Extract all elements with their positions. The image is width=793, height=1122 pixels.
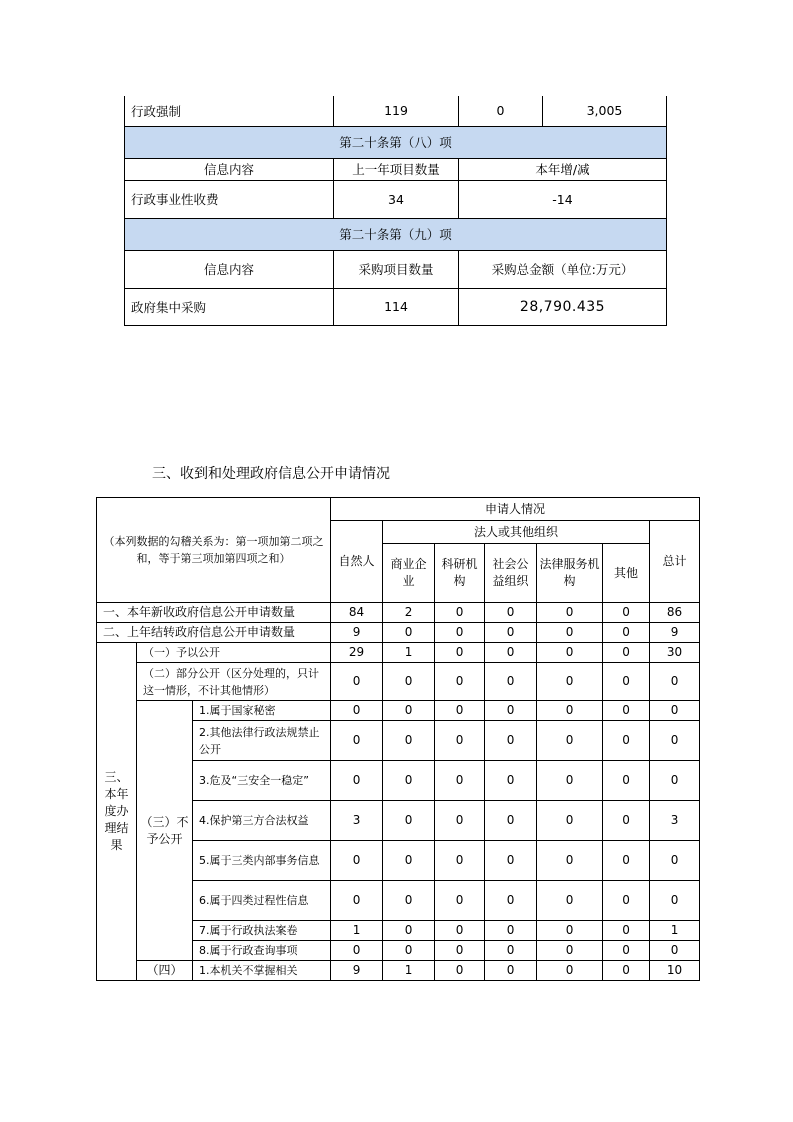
cell-value: 0	[435, 761, 485, 801]
cell-value: 0	[383, 761, 435, 801]
cell-value: 34	[334, 180, 459, 218]
cell-value: 86	[650, 603, 700, 623]
column-note: （本列数据的勾稽关系为：第一项加第二项之和，等于第三项加第四项之和）	[97, 498, 331, 603]
row-label: 一、本年新收政府信息公开申请数量	[97, 603, 331, 623]
col-research: 科研机构	[435, 544, 485, 603]
table-row	[97, 701, 700, 721]
cell-value: 9	[331, 623, 383, 643]
cell-value: 0	[485, 643, 537, 663]
cell-value: 0	[331, 941, 383, 961]
cell-value: 0	[435, 643, 485, 663]
cell-value: 0	[537, 921, 603, 941]
cell-value: 0	[383, 721, 435, 761]
cell-value: 0	[603, 623, 650, 643]
cell-value: 0	[650, 881, 700, 921]
cell-value: 29	[331, 643, 383, 663]
cell-value: 0	[331, 663, 383, 701]
cell-value: 0	[603, 761, 650, 801]
cell-value: 0	[435, 701, 485, 721]
section-heading: 三、收到和处理政府信息公开申请情况	[152, 466, 390, 482]
row-label: 1.属于国家秘密	[193, 701, 331, 721]
cell-value: 0	[537, 841, 603, 881]
cell-value: 0	[485, 761, 537, 801]
cell-value: 0	[603, 961, 650, 981]
cell-value: 0	[537, 801, 603, 841]
disclosure-stats-table	[124, 96, 667, 326]
cell-value: 0	[485, 623, 537, 643]
row-label: 行政强制	[125, 96, 334, 126]
cell-value: 0	[435, 941, 485, 961]
cell-value: 0	[383, 941, 435, 961]
col-header: 信息内容	[125, 158, 334, 180]
cell-value: -14	[459, 180, 667, 218]
cell-value: 0	[650, 701, 700, 721]
row-label: （二）部分公开（区分处理的，只计这一情形，不计其他情形）	[137, 663, 331, 701]
cell-value: 0	[485, 701, 537, 721]
cell-value: 28,790.435	[459, 288, 667, 325]
cell-value: 0	[537, 623, 603, 643]
cell-value: 10	[650, 961, 700, 981]
col-other: 其他	[603, 544, 650, 603]
cell-value: 0	[331, 701, 383, 721]
cell-value: 0	[650, 663, 700, 701]
row-label: 政府集中采购	[125, 288, 334, 325]
cell-value: 0	[383, 881, 435, 921]
cell-value: 3	[331, 801, 383, 841]
cell-value: 30	[650, 643, 700, 663]
cell-value: 0	[383, 841, 435, 881]
applicant-header: 申请人情况	[331, 498, 700, 521]
cell-value: 0	[435, 881, 485, 921]
cell-value: 1	[383, 643, 435, 663]
cell-value: 0	[537, 643, 603, 663]
col-header: 上一年项目数量	[334, 158, 459, 180]
section-title-8: 第二十条第（八）项	[125, 126, 667, 158]
cell-value: 0	[331, 841, 383, 881]
cell-value: 0	[603, 881, 650, 921]
cell-value: 0	[435, 801, 485, 841]
col-natural: 自然人	[331, 521, 383, 603]
cell-value: 0	[650, 721, 700, 761]
cell-value: 0	[650, 941, 700, 961]
cell-value: 0	[331, 881, 383, 921]
nondisclose-label: （三）不予公开	[137, 701, 193, 961]
cell-value: 1	[650, 921, 700, 941]
row-label: 3.危及“三安全一稳定”	[193, 761, 331, 801]
cell-value: 0	[331, 761, 383, 801]
cell-value: 0	[435, 623, 485, 643]
unable-label: （四）	[137, 961, 193, 981]
cell-value: 0	[331, 721, 383, 761]
cell-value: 0	[383, 921, 435, 941]
col-header: 采购项目数量	[334, 250, 459, 288]
col-header: 采购总金额（单位:万元）	[459, 250, 667, 288]
row-label: 6.属于四类过程性信息	[193, 881, 331, 921]
cell-value: 0	[603, 801, 650, 841]
cell-value: 0	[603, 841, 650, 881]
col-total: 总计	[650, 521, 700, 603]
result-group-label: 三、本年度办理结果	[97, 643, 137, 981]
cell-value: 0	[383, 663, 435, 701]
col-business: 商业企业	[383, 544, 435, 603]
cell-value: 0	[435, 961, 485, 981]
cell-value: 0	[537, 881, 603, 921]
cell-value: 0	[435, 663, 485, 701]
cell-value: 0	[485, 941, 537, 961]
col-legal: 法律服务机构	[537, 544, 603, 603]
cell-value: 3,005	[543, 96, 667, 126]
cell-value: 0	[383, 623, 435, 643]
cell-value: 119	[334, 96, 459, 126]
col-header: 信息内容	[125, 250, 334, 288]
row-label: 2.其他法律行政法规禁止公开	[193, 721, 331, 761]
cell-value: 0	[603, 921, 650, 941]
cell-value: 0	[485, 961, 537, 981]
cell-value: 1	[383, 961, 435, 981]
cell-value: 0	[537, 701, 603, 721]
cell-value: 0	[603, 663, 650, 701]
col-header: 本年增/减	[459, 158, 667, 180]
application-table	[96, 497, 700, 981]
table-row	[97, 663, 700, 701]
cell-value: 0	[435, 603, 485, 623]
cell-value: 0	[435, 721, 485, 761]
section-title-9: 第二十条第（九）项	[125, 218, 667, 250]
table-row	[125, 96, 667, 126]
cell-value: 114	[334, 288, 459, 325]
cell-value: 0	[383, 701, 435, 721]
cell-value: 0	[537, 603, 603, 623]
table-row	[125, 180, 667, 218]
cell-value: 2	[383, 603, 435, 623]
row-label: （一）予以公开	[137, 643, 331, 663]
row-label: 7.属于行政执法案卷	[193, 921, 331, 941]
cell-value: 0	[650, 761, 700, 801]
cell-value: 0	[435, 841, 485, 881]
cell-value: 9	[331, 961, 383, 981]
cell-value: 0	[485, 841, 537, 881]
cell-value: 0	[603, 603, 650, 623]
row-label: 5.属于三类内部事务信息	[193, 841, 331, 881]
cell-value: 0	[650, 841, 700, 881]
row-label: 行政事业性收费	[125, 180, 334, 218]
table-row	[125, 288, 667, 325]
row-label: 8.属于行政查询事项	[193, 941, 331, 961]
cell-value: 0	[485, 801, 537, 841]
cell-value: 0	[537, 961, 603, 981]
cell-value: 0	[537, 663, 603, 701]
cell-value: 0	[537, 761, 603, 801]
cell-value: 84	[331, 603, 383, 623]
row-label: 4.保护第三方合法权益	[193, 801, 331, 841]
row-label: 二、上年结转政府信息公开申请数量	[97, 623, 331, 643]
cell-value: 0	[383, 801, 435, 841]
cell-value: 0	[603, 643, 650, 663]
cell-value: 0	[485, 663, 537, 701]
cell-value: 0	[459, 96, 543, 126]
col-social: 社会公益组织	[485, 544, 537, 603]
row-label: 1.本机关不掌握相关	[193, 961, 331, 981]
cell-value: 1	[331, 921, 383, 941]
cell-value: 0	[603, 721, 650, 761]
cell-value: 0	[485, 603, 537, 623]
cell-value: 0	[603, 941, 650, 961]
cell-value: 0	[435, 921, 485, 941]
cell-value: 3	[650, 801, 700, 841]
cell-value: 0	[537, 941, 603, 961]
table-row	[97, 643, 700, 663]
table-row	[97, 961, 700, 981]
cell-value: 0	[485, 881, 537, 921]
legal-header: 法人或其他组织	[383, 521, 650, 544]
cell-value: 0	[485, 721, 537, 761]
cell-value: 0	[537, 721, 603, 761]
table-row	[97, 623, 700, 643]
cell-value: 0	[485, 921, 537, 941]
table-row	[97, 603, 700, 623]
cell-value: 9	[650, 623, 700, 643]
cell-value: 0	[603, 701, 650, 721]
